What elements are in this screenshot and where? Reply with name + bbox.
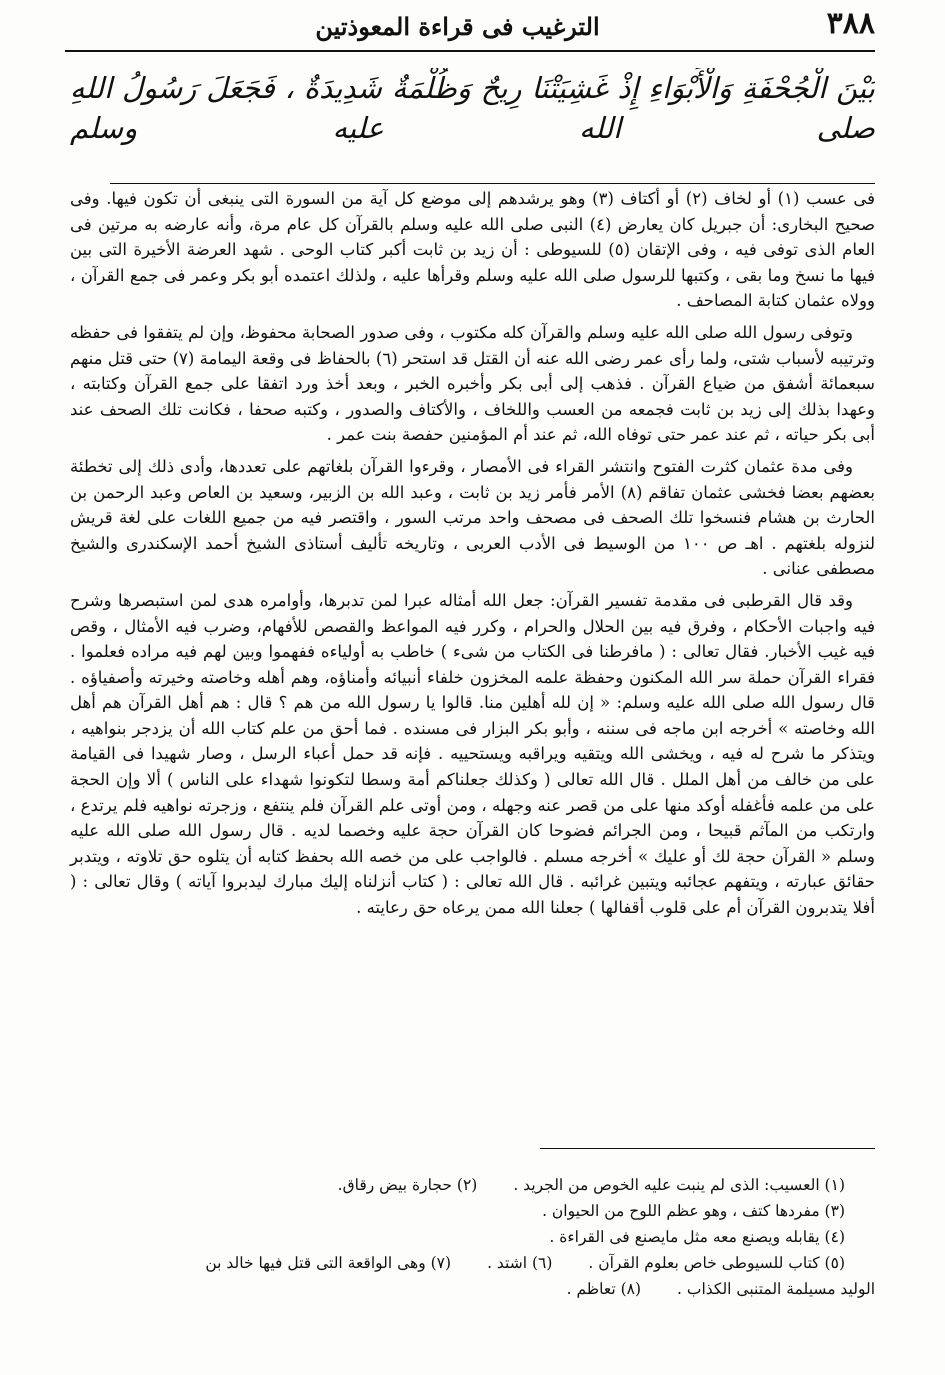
running-title: الترغيب فى قراءة المعوذتين bbox=[315, 12, 600, 41]
footnotes bbox=[70, 1172, 875, 1302]
footnote-1: (١) العسيب: الذى لم ينبت عليه الخوص من الجريد . bbox=[513, 1176, 845, 1194]
footnote-row bbox=[70, 1250, 845, 1276]
header-rule bbox=[65, 50, 875, 52]
footnote-row bbox=[70, 1224, 845, 1250]
footnote-row bbox=[70, 1198, 845, 1224]
footnote-7: (٧) وهى الواقعة التى قتل فيها خالد بن bbox=[205, 1254, 452, 1272]
footnote-row bbox=[70, 1276, 875, 1302]
footnote-7-continued: الوليد مسيلمة المتنبى الكذاب . bbox=[677, 1280, 875, 1298]
footnote-rule bbox=[540, 1148, 875, 1149]
body-text bbox=[70, 186, 875, 927]
footnote-3: (٣) مفردها كتف ، وهو عظم اللوح من الحيوان . bbox=[542, 1202, 845, 1220]
footnote-2: (٢) حجارة بيض رقاق. bbox=[337, 1176, 478, 1194]
footnote-4: (٤) يقابله ويصنع معه مثل مايصنع فى القراءة . bbox=[549, 1228, 845, 1246]
footnote-6: (٦) اشتد . bbox=[487, 1254, 553, 1272]
paragraph-3: وفى مدة عثمان كثرت الفتوح وانتشر القراء فى الأمصار ، وقرءوا القرآن بلغاتهم على تعددها، وأدى ذلك إلى تخطئة بعضهم بعضا فخشى عثمان تفاقم (٨) الأمر فأمر زيد بن ثابت ، وعبد الله بن الزبير، وسعيد بن العاص وعبد الرحمن بن الحارث بن هشام فنسخوا تلك الصحف فى مصحف واحد مرتب السور ، واقتصر فيه من جميع اللغات على لغة قريش لنزوله بلغتهم . اهـ ص ١٠٠ من الوسيط فى الأدب العربى ، وتاريخه تأليف أستاذى الشيخ أحمد الإسكندرى والشيخ مصطفى عنانى . bbox=[70, 456, 875, 579]
footnote-row bbox=[70, 1172, 845, 1198]
quote-rule bbox=[110, 183, 875, 184]
page-header bbox=[40, 4, 875, 52]
paragraph-4: وقد قال القرطبى فى مقدمة تفسير القرآن: جعل الله أمثاله عبرا لمن تدبرها، وأوامره هدى لمن استبصرها وشرح فيه واجبات الأحكام ، وفرق فيه بين الحلال والحرام ، وكرر فيه المواعظ والقصص للأفهام، وضرب فيه الأمثال ، وقص فيه غيب الأخبار. فقال تعالى : ( مافرطنا فى الكتاب من شىء ) خاطب به أولياءه ففهموا وبين لهم فيه مراده فعلموا . فقراء القرآن حملة سر الله المكنون وحفظة علمه المخزون خلفاء أنبيائه وأمناؤه، وهم أهله وخاصته وخيرته وأصفياؤه . قال رسول الله صلى الله عليه وسلم: « إن لله أهلين منا. قالوا يا رسول الله من هم ؟ قال : هم أهل القرآن هم أهل الله وخاصته » أخرجه ابن ماجه فى سننه ، وأبو بكر البزار فى مسنده . فما أحق من علم كتاب الله أن يزدجر بنواهيه ، ويتذكر ما شرح له فيه ، ويخشى الله ويتقيه ويراقبه ويستحييه . فإنه قد حمل أعباء الرسل ، وصار شهيدا فى القيامة على من خالف من أهل الملل . قال الله تعالى ( وكذلك جعلناكم أمة وسطا لتكونوا شهداء على الناس ) ألا وإن الحجة على من علمه فأغفله أوكد منها على من قصر عنه وجهله ، ومن أوتى علم القرآن فلم ينتفع ، وزجرته نواهيه فلم يرتدع ، وارتكب من المآثم قبيحا ، ومن الجرائم فضوحا كان القرآن حجة عليه وخصما لديه . قال رسول الله صلى الله عليه وسلم « القرآن حجة لك أو عليك » أخرجه مسلم . فالواجب على من خصه الله بحفظ كتابه أن يتلوه حق تلاوته ، ويتدبر حقائق عبارته ، ويتفهم عجائبه ويتبين غرائبه . قال الله تعالى : ( كتاب أنزلناه إليك مبارك ليدبروا آياته ) وقال تعالى : ( أفلا يتدبرون القرآن أم على قلوب أقفالها ) جعلنا الله ممن يرعاه حق رعايته . bbox=[70, 590, 875, 918]
hadith-quote: بَيْنَ الْجُحْفَةِ وَالْأَبْوَاءِ إِذْ غَشِيَتْنَا رِيحٌ وَظُلْمَةٌ شَدِيدَةٌ ، فَجَعَلَ رَسُولُ اللهِ صلى الله عليه وسلم bbox=[70, 71, 875, 145]
paragraph-1: فى عسب (١) أو لخاف (٢) أو أكتاف (٣) وهو يرشدهم إلى موضع كل آية من السورة التى ينبغى أن تكون فيها. وفى صحيح البخارى: أن جبريل كان يعارض (٤) النبى صلى الله عليه وسلم بالقرآن كل عام مرة، وأنه عارضه به مرتين فى العام الذى توفى فيه ، وفى الإتقان (٥) للسيوطى : أن زيد بن ثابت أكبر كتاب الوحى . شهد العرضة الأخيرة التى بين فيها ما نسخ وما بقى ، وكتبها للرسول صلى الله عليه وسلم وقرأها عليه ، ولذلك اعتمده أبو بكر وعمر فى جمع القرآن ، وولاه عثمان كتابة المصاحف . bbox=[70, 189, 875, 311]
paragraph-2: وتوفى رسول الله صلى الله عليه وسلم والقرآن كله مكتوب ، وفى صدور الصحابة محفوظ، وإن لم يتفقوا فى حفظه وترتيبه لأسباب شتى، ولما رأى عمر رضى الله عنه أن القتل قد استحر (٦) بالحفاظ فى وقعة اليمامة (٧) حتى قتل منهم سبعمائة أشفق من ضياع القرآن . فذهب إلى أبى بكر وأخبره الخبر ، وبعد أخذ ورد اتفقا على جمع القرآن وكتابته ، وعهدا بذلك إلى زيد بن ثابت فجمعه من العسب واللخاف ، والأكتاف والصدور ، وكتبه صحفا ، فكانت تلك الصحف عند أبى بكر حياته ، ثم عند عمر حتى توفاه الله، ثم عند أم المؤمنين حفصة بنت عمر . bbox=[70, 322, 875, 445]
page-number: ٣٨٨ bbox=[826, 6, 875, 41]
footnote-5: (٥) كتاب للسيوطى خاص بعلوم القرآن . bbox=[588, 1254, 845, 1272]
footnote-8: (٨) تعاظم . bbox=[566, 1280, 642, 1298]
